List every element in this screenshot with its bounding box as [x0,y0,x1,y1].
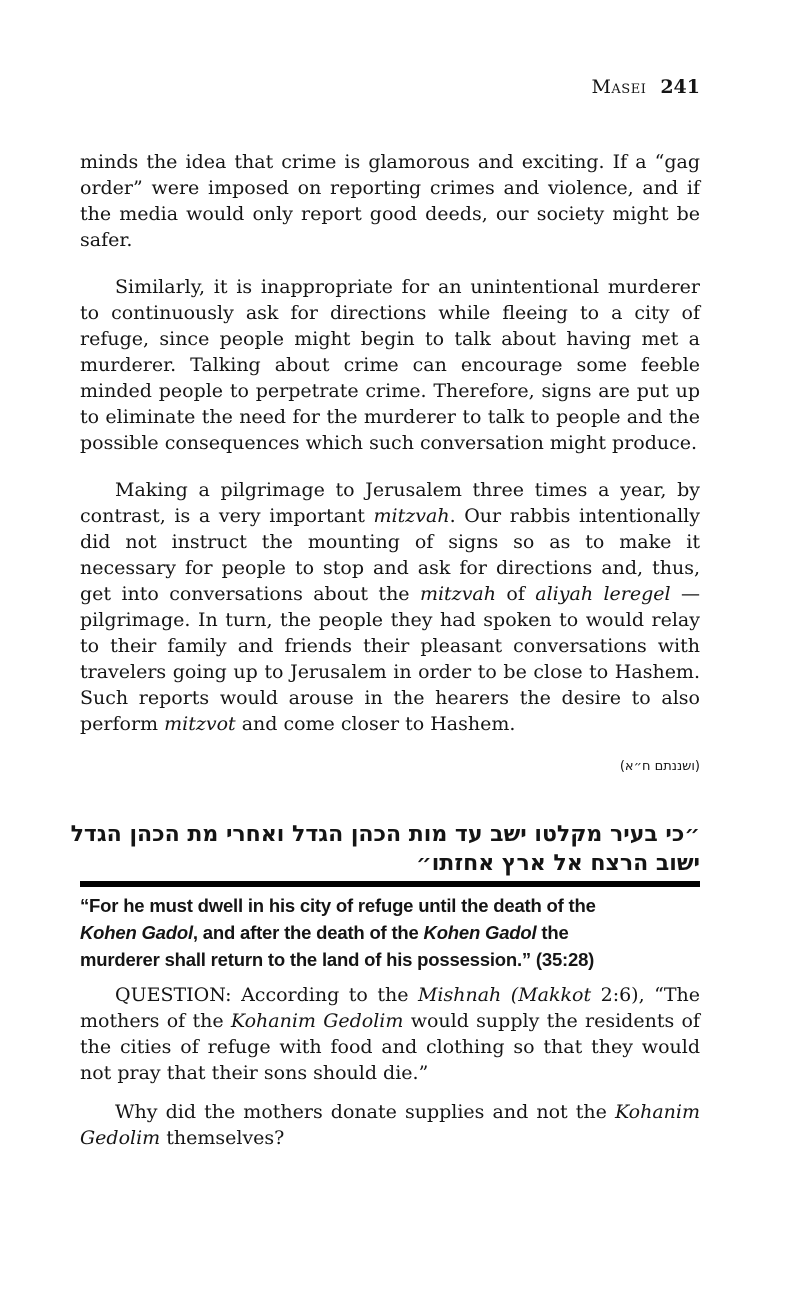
source-attribution: (ושננתם ח״א) [619,759,700,774]
hebrew-verse-line-2: ישוב הרצח אל ארץ אחזתו״ [416,851,700,876]
verse-block [70,820,700,973]
paragraph-question-continued: Why did the mothers donate supplies and not the Kohanim Gedolim themselves? [80,1101,700,1149]
paragraph-question: QUESTION: According to the Mishnah (Makkot 2:6), “The mothers of the Kohanim Gedolim would supply the residents of the cities of refuge with food and clothing so that they would not pray that their sons should die.” [80,984,701,1084]
running-header [80,76,700,99]
paragraph-continuation: minds the idea that crime is glamorous and exciting. If a “gag order” were imposed on reporting crimes and violence, and if the media would only report good deeds, our society might be safer. [80,151,700,251]
translation-line-3: murderer shall return to the land of his possession.” (35:28) [80,949,595,970]
paragraph-city-of-refuge: Similarly, it is inappropriate for an unintentional murderer to continuously ask for directions while fleeing to a city of refuge, since people might begin to talk about having met a murderer. Talking about crime can encourage some feeble minded people to perpetrate crime. Therefore, signs are put up to eliminate the need for the murderer to talk to people and the possible consequences which such conversation might produce. [80,276,700,454]
page-number: 241 [660,76,700,98]
divider-rule [80,881,700,887]
paragraph-pilgrimage: Making a pilgrimage to Jerusalem three times a year, by contrast, is a very important mitzvah. Our rabbis intentionally did not instruct the mounting of signs so as to make it necessary for people to stop and ask for directions and, thus, get into conversations about the mitzvah of aliyah leregel — pilgrimage. In turn, the people they had spoken to would relay to their family and friends their pleasant conversations with travelers going up to Jerusalem in order to be close to Hashem. Such reports would arouse in the hearers the desire to also perform mitzvot and come closer to Hashem. [80,479,700,735]
hebrew-verse-line-1: ״כי בעיר מקלטו ישב עד מות הכהן הגדל ואחרי מת הכהן הגדל [70,822,700,847]
section-title: Masei [591,76,647,98]
text-column [70,76,701,1151]
translation-line-2: Kohen Gadol, and after the death of the Kohen Gadol the [80,922,569,943]
verse-translation [80,892,700,973]
translation-line-1: “For he must dwell in his city of refuge until the death of the [80,895,596,916]
